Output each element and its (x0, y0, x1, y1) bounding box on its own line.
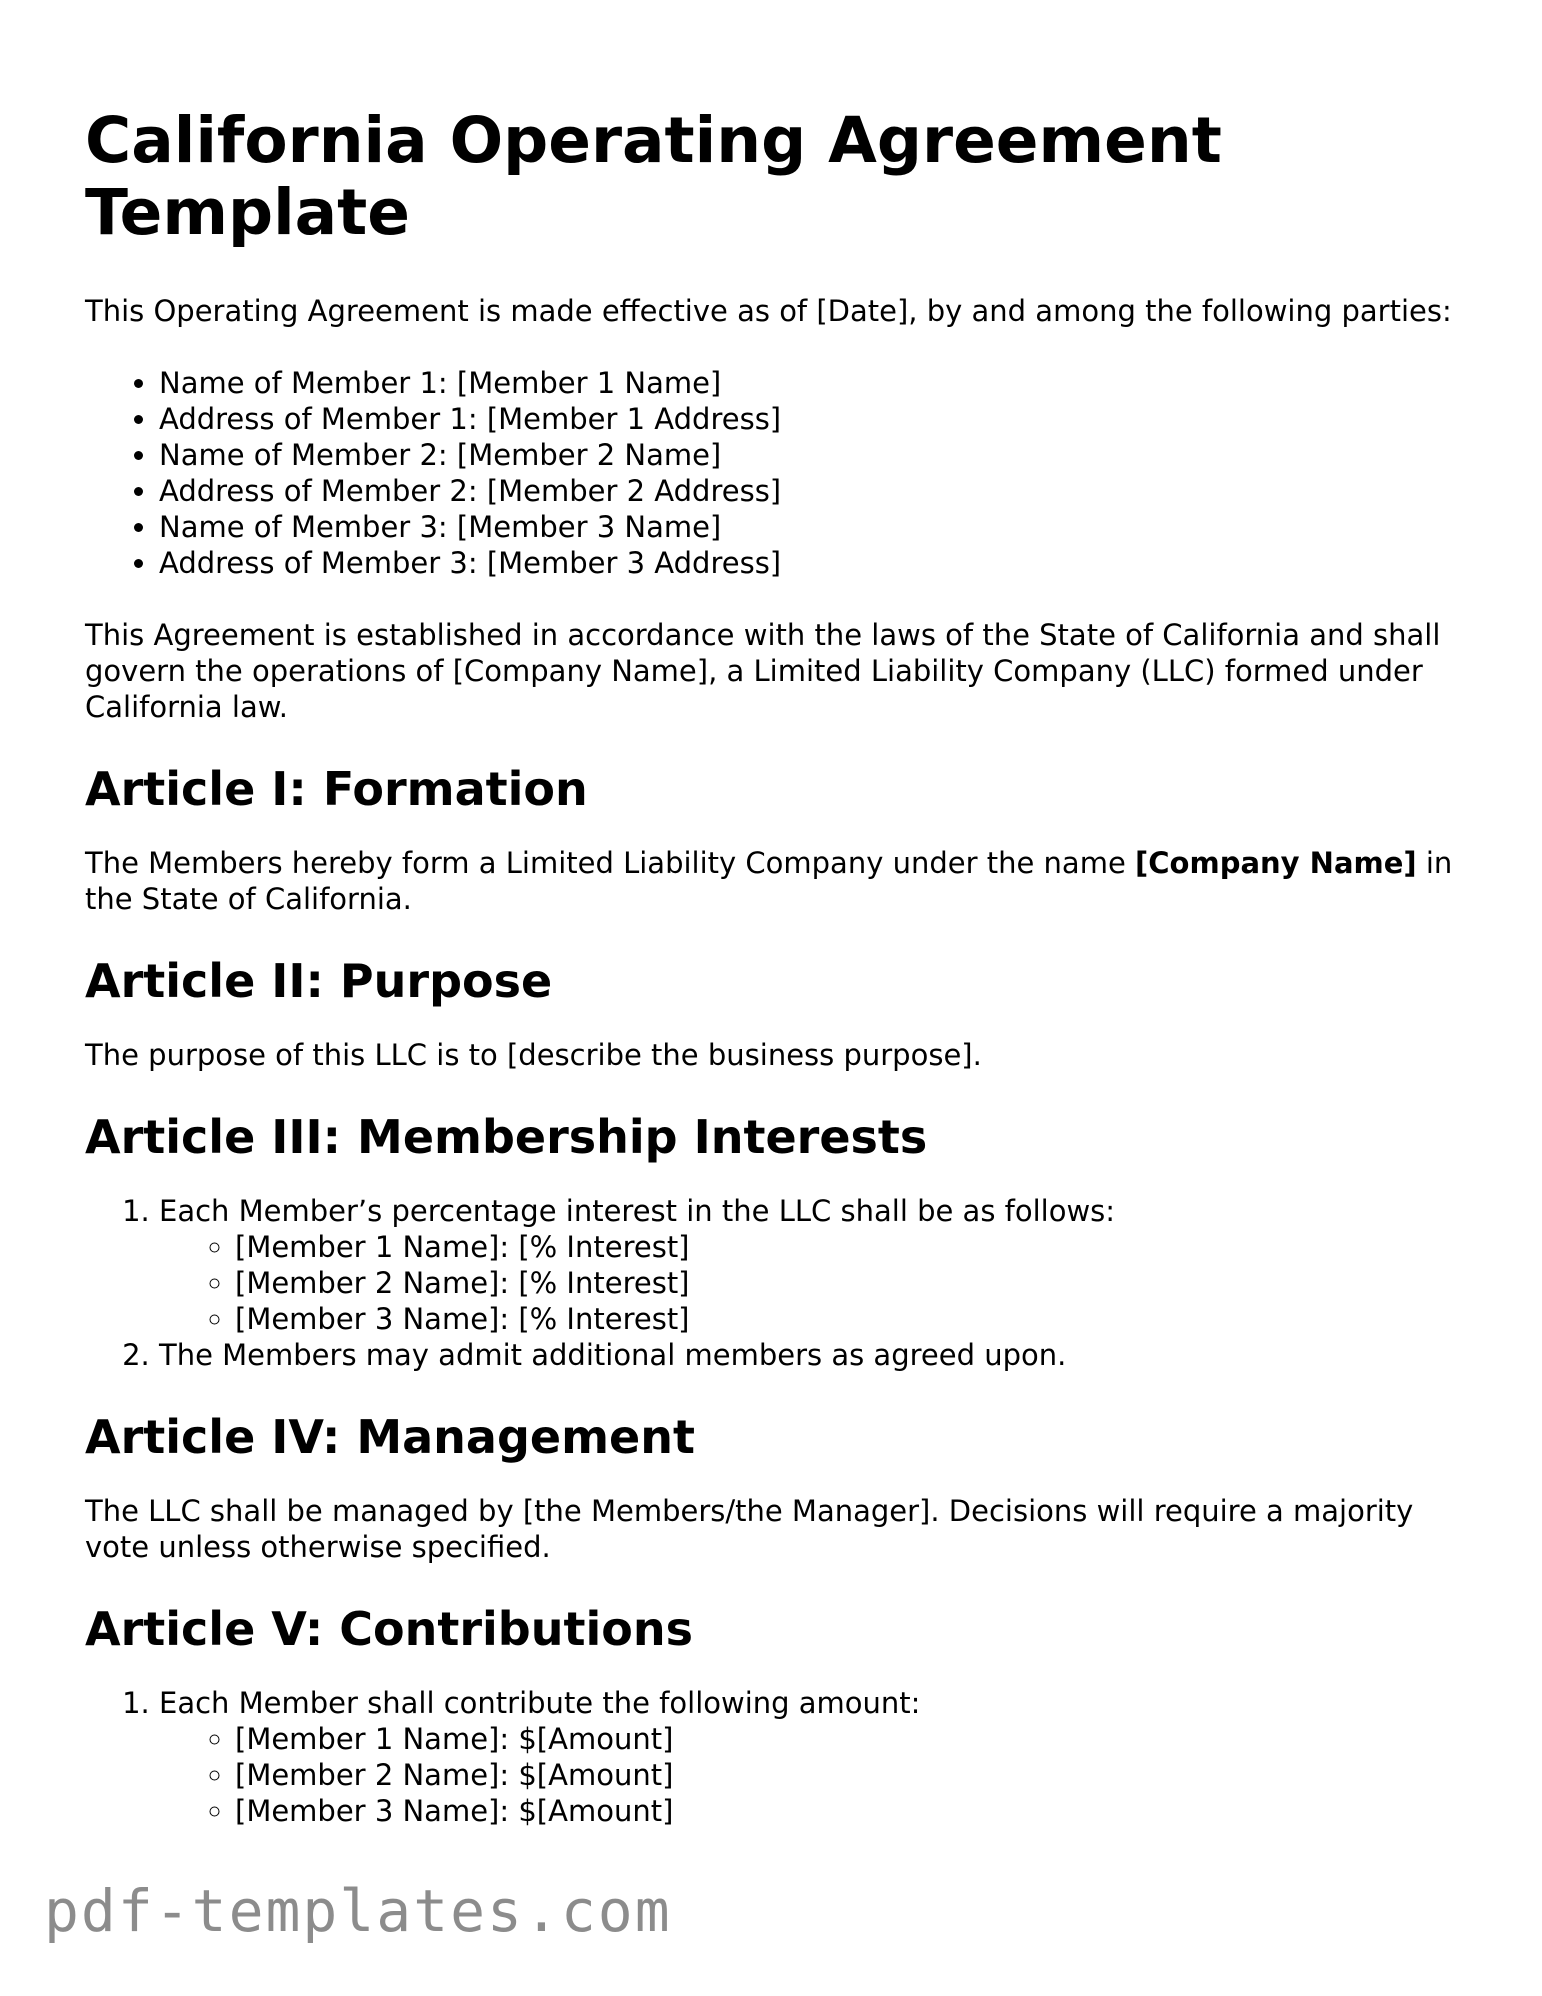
article-1-text (85, 845, 1465, 917)
amounts-sublist (159, 1721, 1465, 1829)
membership-interests-list (85, 1193, 1465, 1373)
list-item: ◦ [Member 3 Name]: [% Interest] (235, 1301, 1465, 1337)
list-item: • Address of Member 2: [Member 2 Address] (159, 473, 1465, 509)
governing-law-paragraph: This Agreement is established in accordance with the laws of the State of California and shall govern the operations of [Company Name], a Limited Liability Company (LLC) formed under California law. (85, 618, 1441, 724)
list-item: ◦ [Member 2 Name]: $[Amount] (235, 1757, 1465, 1793)
list-item: • Name of Member 2: [Member 2 Name] (159, 437, 1465, 473)
company-name-bold: [Company Name] (1135, 846, 1417, 880)
contribution-intro: Each Member shall contribute the following amount: (159, 1686, 921, 1720)
document-page (85, 105, 1465, 1865)
article-4-text: The LLC shall be managed by [the Members/the Manager]. Decisions will require a majority vote unless otherwise specified. (85, 1494, 1414, 1564)
list-item: • Name of Member 3: [Member 3 Name] (159, 509, 1465, 545)
article-1-text-after: in the State of California. (85, 846, 1453, 916)
intro-paragraph: This Operating Agreement is made effective as of [Date], by and among the following parties: (85, 294, 1452, 328)
article-2-text: The purpose of this LLC is to [describe the business purpose]. (85, 1038, 982, 1072)
list-item: • Address of Member 1: [Member 1 Address] (159, 401, 1465, 437)
article-2-heading: Article II: Purpose (85, 954, 553, 1008)
article-1-heading: Article I: Formation (85, 762, 588, 816)
interest-intro: Each Member’s percentage interest in the LLC shall be as follows: (159, 1194, 1116, 1228)
list-item: ◦ [Member 3 Name]: $[Amount] (235, 1793, 1465, 1829)
article-1-text-before: The Members hereby form a Limited Liability Company under the name (85, 846, 1136, 880)
article-5-heading: Article V: Contributions (85, 1602, 693, 1656)
list-item (159, 1685, 1465, 1829)
list-item: ◦ [Member 1 Name]: [% Interest] (235, 1229, 1465, 1265)
list-item: ◦ [Member 1 Name]: $[Amount] (235, 1721, 1465, 1757)
article-3-heading: Article III: Membership Interests (85, 1110, 928, 1164)
list-item: • Name of Member 1: [Member 1 Name] (159, 365, 1465, 401)
list-item (159, 1193, 1465, 1337)
list-item: 2. The Members may admit additional members as agreed upon. (159, 1337, 1465, 1373)
list-item: ◦ [Member 2 Name]: [% Interest] (235, 1265, 1465, 1301)
contributions-list (85, 1685, 1465, 1829)
document-title: California Operating Agreement Template (85, 104, 1222, 249)
parties-list (85, 365, 1465, 581)
article-4-heading: Article IV: Management (85, 1410, 695, 1464)
list-item: • Address of Member 3: [Member 3 Address] (159, 545, 1465, 581)
interests-sublist (159, 1229, 1465, 1337)
watermark: pdf-templates.com (44, 1877, 672, 1945)
